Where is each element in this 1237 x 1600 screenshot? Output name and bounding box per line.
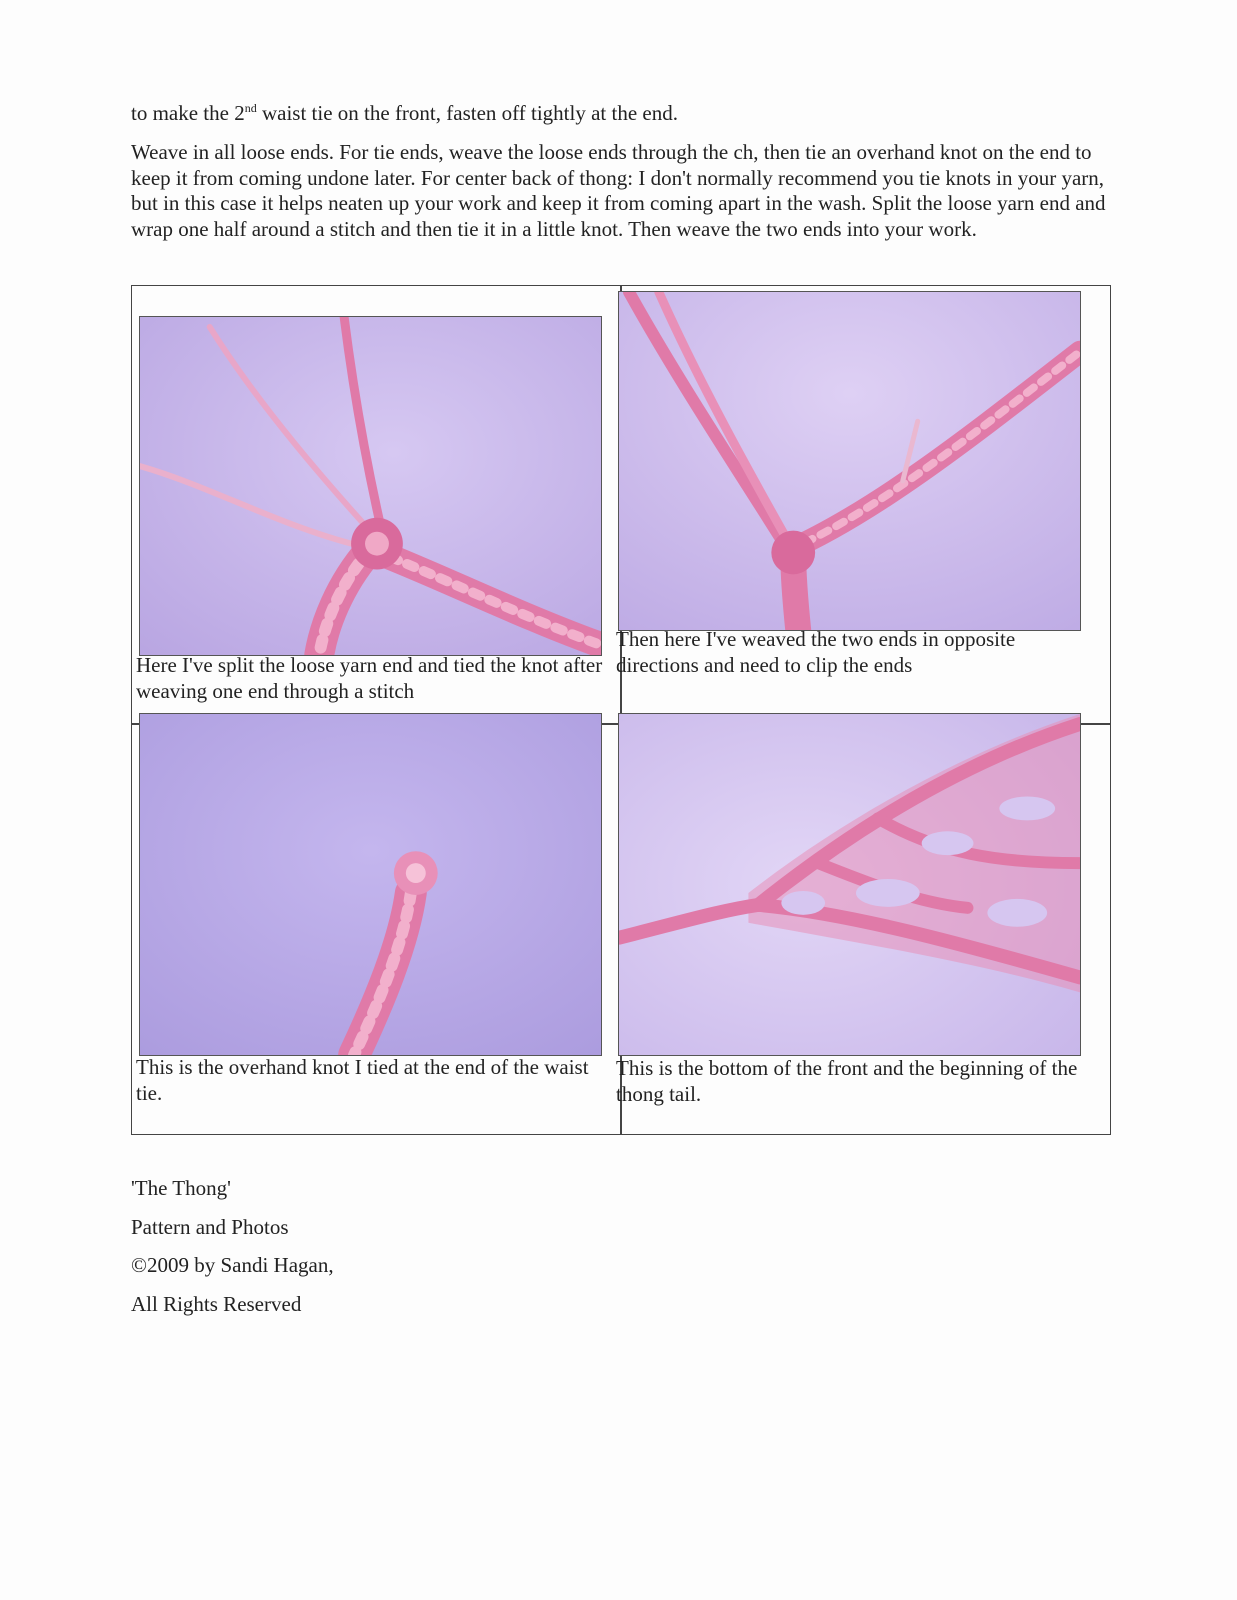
photo-weaved-ends bbox=[618, 291, 1081, 631]
pattern-subtitle: Pattern and Photos bbox=[131, 1214, 289, 1239]
intro-prefix: to make the 2 bbox=[131, 101, 245, 125]
intro-suffix: waist tie on the front, fasten off tightly at the end. bbox=[256, 101, 678, 125]
instructions-paragraph: Weave in all loose ends. For tie ends, weave the loose ends through the ch, then tie an overhand knot on the end to keep it from coming undone later. For center back of thong: I don't normally recommend you tie knots in your yarn, but in this case it helps neaten up your work and keep it from coming apart in the wash. Split the loose yarn end and wrap one half around a stitch and then tie it in a little knot. Then weave the two ends into your work. bbox=[131, 140, 1106, 241]
copyright-line: ©2009 by Sandi Hagan, bbox=[131, 1253, 334, 1277]
caption-1: Here I've split the loose yarn end and tied the knot after weaving one end through a stitch bbox=[136, 653, 603, 703]
photo-split-knot bbox=[139, 316, 602, 656]
caption-3: This is the overhand knot I tied at the end of the waist tie. bbox=[136, 1055, 589, 1105]
caption-4: This is the bottom of the front and the beginning of the thong tail. bbox=[616, 1056, 1078, 1106]
rights-line: All Rights Reserved bbox=[131, 1291, 302, 1316]
credits-block bbox=[131, 1169, 334, 1323]
caption-2: Then here I've weaved the two ends in opposite directions and need to clip the ends bbox=[616, 627, 1016, 677]
photo-grid bbox=[131, 285, 1111, 1135]
intro-line bbox=[131, 100, 1111, 126]
photo-thong-tail bbox=[618, 713, 1081, 1056]
pattern-title: 'The Thong' bbox=[131, 1176, 231, 1200]
photo-overhand-knot bbox=[139, 713, 602, 1056]
intro-superscript: nd bbox=[244, 101, 257, 115]
